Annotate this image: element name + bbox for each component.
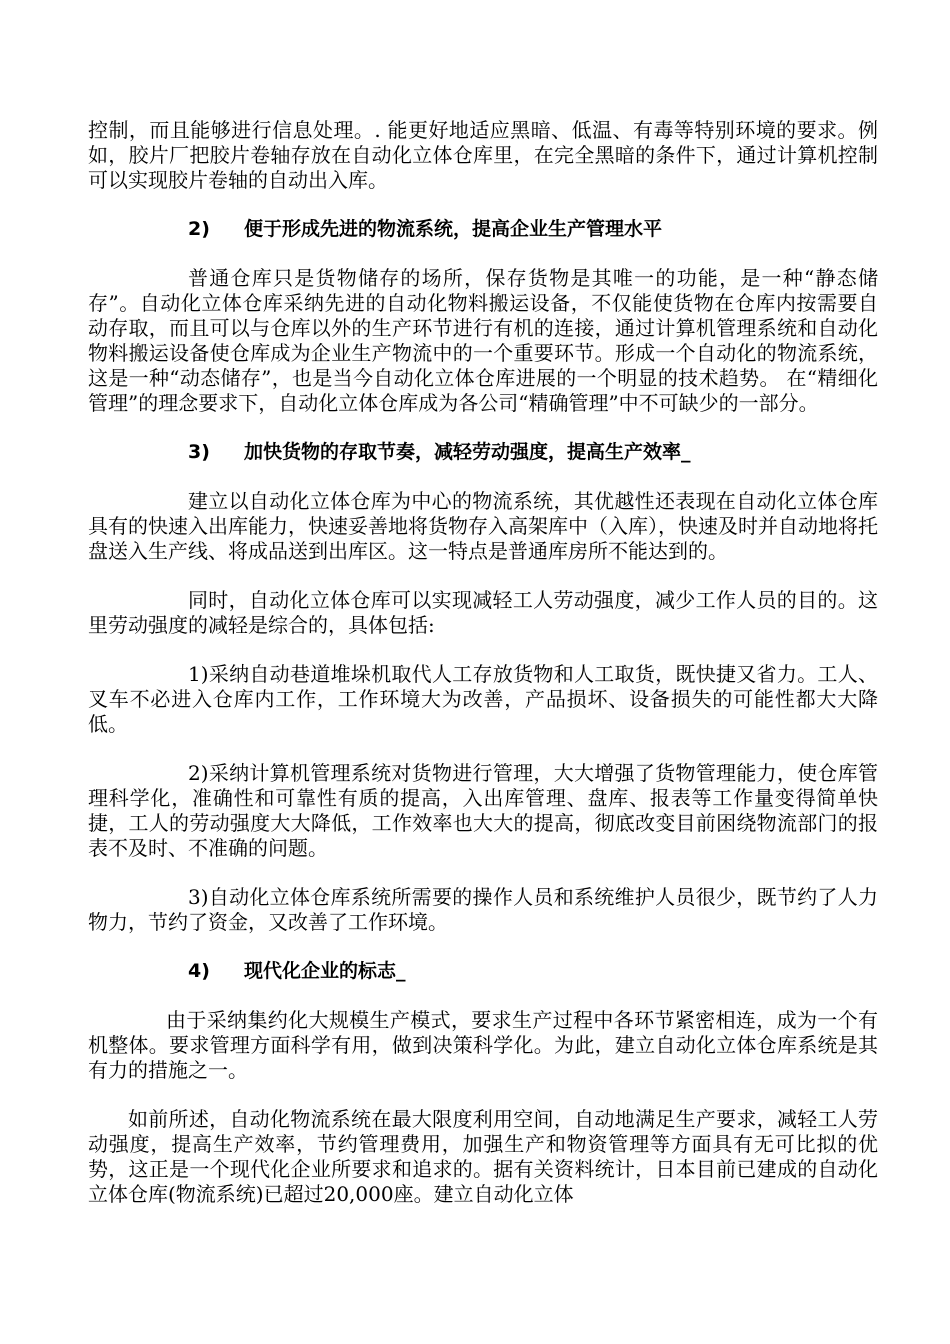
section-title: 现代化企业的标志_ <box>244 960 406 982</box>
paragraph-intensive-production: 由于采纳集约化大规模生产模式，要求生产过程中各环节紧密相连，成为一个有机整体。要求管理方面科学有用，做到决策科学化。为此，建立自动化立体仓库系统是其有力的措施之一。 <box>88 1008 878 1082</box>
paragraph-item-2: 2)采纳计算机管理系统对货物进行管理，大大增强了货物管理能力，使仓库管理科学化，准确性和可靠性有质的提高，入出库管理、盘库、报表等工作量变得简单快捷，工人的劳动强度大大降低，工作效率也大大的提高，彻底改变目前困绕物流部门的报表不及时、不准确的问题。 <box>88 761 878 860</box>
paragraph-intro: 控制，而且能够进行信息处理。. 能更好地适应黑暗、低温、有毒等特别环境的要求。例如，胶片厂把胶片卷轴存放在自动化立体仓库里，在完全黑暗的条件下，通过计算机控制可以实现胶片卷轴的自动出入库。 <box>88 118 878 192</box>
section-number: 4) <box>188 960 210 982</box>
paragraph-item-3: 3)自动化立体仓库系统所需要的操作人员和系统维护人员很少，既节约了人力物力，节约了资金，又改善了工作环境。 <box>88 885 878 934</box>
paragraph-labor-reduction: 同时，自动化立体仓库可以实现减轻工人劳动强度，减少工作人员的目的。这里劳动强度的减轻是综合的，具体包括: <box>88 588 878 637</box>
section-heading-3 <box>88 440 878 465</box>
section-title: 便于形成先进的物流系统，提高企业生产管理水平 <box>244 218 663 240</box>
section-heading-4 <box>88 959 878 984</box>
section-number: 3) <box>188 441 210 463</box>
paragraph-fast-io: 建立以自动化立体仓库为中心的物流系统，其优越性还表现在自动化立体仓库具有的快速入出库能力，快速妥善地将货物存入高架库中（入库），快速及时并自动地将托盘送入生产线、将成品送到出库区。这一特点是普通库房所不能达到的。 <box>88 489 878 563</box>
paragraph-item-1: 1)采纳自动巷道堆垛机取代人工存放货物和人工取货，既快捷又省力。工人、叉车不必进入仓库内工作，工作环境大为改善，产品损坏、设备损失的可能性都大大降低。 <box>88 662 878 736</box>
document-page <box>88 118 878 1231</box>
paragraph-summary: 如前所述，自动化物流系统在最大限度利用空间，自动地满足生产要求，减轻工人劳动强度，提高生产效率，节约管理费用，加强生产和物资管理等方面具有无可比拟的优势，这正是一个现代化企业所要求和追求的。据有关资料统计，日本目前已建成的自动化立体仓库(物流系统)已超过20,000座。建立自动化立体 <box>88 1107 878 1206</box>
paragraph-static-storage: 普通仓库只是货物储存的场所，保存货物是其唯一的功能，是一种“静态储存”。自动化立体仓库采纳先进的自动化物料搬运设备，不仅能使货物在仓库内按需要自动存取，而且可以与仓库以外的生产环节进行有机的连接，通过计算机管理系统和自动化物料搬运设备使仓库成为企业生产物流中的一个重要环节。形成一个自动化的物流系统，这是一种“动态储存”，也是当今自动化立体仓库进展的一个明显的技术趋势。 在“精细化管理”的理念要求下，自动化立体仓库成为各公司“精确管理”中不可缺少的一部分。 <box>88 266 878 415</box>
section-heading-2 <box>88 217 878 242</box>
section-title: 加快货物的存取节奏，减轻劳动强度，提高生产效率_ <box>244 441 691 463</box>
section-number: 2) <box>188 218 210 240</box>
